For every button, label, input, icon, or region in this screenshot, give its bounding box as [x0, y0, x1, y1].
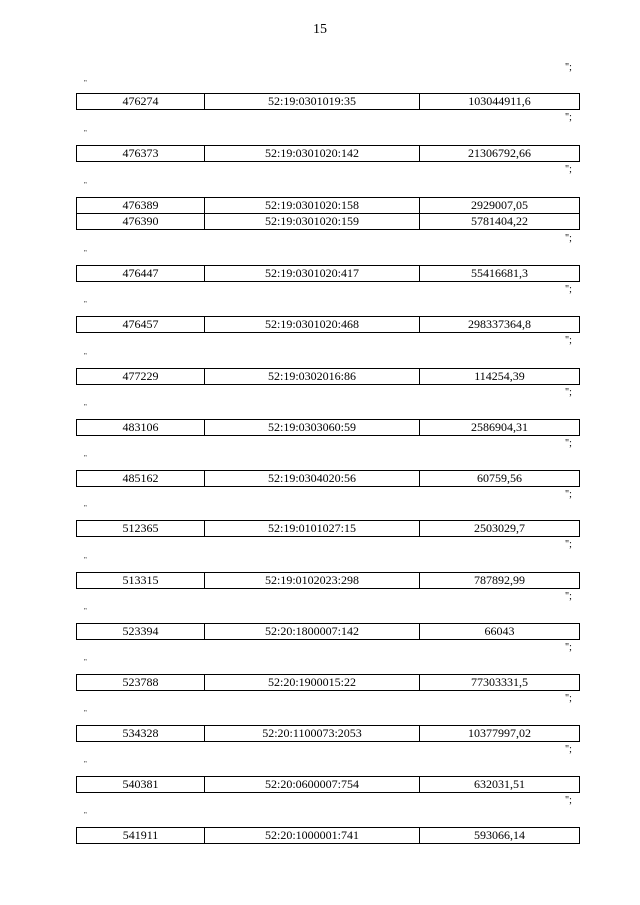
table-row	[77, 726, 580, 742]
row-id-cell: 476457	[77, 317, 205, 333]
cadastral-number-cell: 52:19:0301020:417	[205, 266, 420, 282]
value-cell: 114254,39	[420, 369, 580, 385]
data-table	[76, 197, 580, 230]
opening-quote-mark: "	[84, 181, 87, 189]
data-table	[76, 725, 580, 742]
cadastral-number-cell: 52:19:0301020:159	[205, 214, 420, 230]
opening-quote-mark: "	[84, 811, 87, 819]
value-cell: 77303331,5	[420, 675, 580, 691]
data-table	[76, 623, 580, 640]
cadastral-number-cell: 52:20:1100073:2053	[205, 726, 420, 742]
data-table	[76, 520, 580, 537]
table-row	[77, 521, 580, 537]
table-row	[77, 369, 580, 385]
value-cell: 787892,99	[420, 573, 580, 589]
row-id-cell: 476389	[77, 198, 205, 214]
value-cell: 21306792,66	[420, 146, 580, 162]
table-row	[77, 146, 580, 162]
data-table	[76, 145, 580, 162]
closing-quote-mark: ";	[565, 112, 572, 123]
cadastral-number-cell: 52:19:0302016:86	[205, 369, 420, 385]
page-number: 15	[313, 22, 327, 37]
opening-quote-mark: "	[84, 709, 87, 717]
cadastral-number-cell: 52:20:1000001:741	[205, 828, 420, 844]
table-row	[77, 317, 580, 333]
cadastral-number-cell: 52:20:0600007:754	[205, 777, 420, 793]
opening-quote-mark: "	[84, 403, 87, 411]
opening-quote-mark: "	[84, 352, 87, 360]
opening-quote-mark: "	[84, 658, 87, 666]
closing-quote-mark: ";	[565, 744, 572, 755]
cadastral-number-cell: 52:20:1800007:142	[205, 624, 420, 640]
closing-quote-mark: ";	[565, 164, 572, 175]
row-id-cell: 476390	[77, 214, 205, 230]
value-cell: 103044911,6	[420, 94, 580, 110]
row-id-cell: 523788	[77, 675, 205, 691]
cadastral-number-cell: 52:19:0301019:35	[205, 94, 420, 110]
table-row	[77, 471, 580, 487]
data-table	[76, 419, 580, 436]
cadastral-number-cell: 52:19:0304020:56	[205, 471, 420, 487]
closing-quote-mark: ";	[565, 591, 572, 602]
opening-quote-mark: "	[84, 607, 87, 615]
table-row	[77, 828, 580, 844]
data-table	[76, 368, 580, 385]
cadastral-number-cell: 52:19:0301020:158	[205, 198, 420, 214]
opening-quote-mark: "	[84, 454, 87, 462]
row-id-cell: 512365	[77, 521, 205, 537]
value-cell: 593066,14	[420, 828, 580, 844]
data-table	[76, 674, 580, 691]
closing-quote-mark: ";	[565, 387, 572, 398]
table-row	[77, 624, 580, 640]
row-id-cell: 476447	[77, 266, 205, 282]
closing-quote-mark: ";	[565, 693, 572, 704]
opening-quote-mark: "	[84, 300, 87, 308]
table-row	[77, 214, 580, 230]
row-id-cell: 476373	[77, 146, 205, 162]
value-cell: 10377997,02	[420, 726, 580, 742]
cadastral-number-cell: 52:19:0101027:15	[205, 521, 420, 537]
table-row	[77, 198, 580, 214]
row-id-cell: 485162	[77, 471, 205, 487]
value-cell: 55416681,3	[420, 266, 580, 282]
data-table	[76, 316, 580, 333]
value-cell: 2586904,31	[420, 420, 580, 436]
row-id-cell: 513315	[77, 573, 205, 589]
row-id-cell: 476274	[77, 94, 205, 110]
value-cell: 298337364,8	[420, 317, 580, 333]
value-cell: 632031,51	[420, 777, 580, 793]
opening-quote-mark: "	[84, 79, 87, 87]
table-row	[77, 777, 580, 793]
closing-quote-mark: ";	[565, 62, 572, 73]
cadastral-number-cell: 52:19:0301020:468	[205, 317, 420, 333]
cadastral-number-cell: 52:19:0303060:59	[205, 420, 420, 436]
closing-quote-mark: ";	[565, 642, 572, 653]
opening-quote-mark: "	[84, 129, 87, 137]
value-cell: 60759,56	[420, 471, 580, 487]
closing-quote-mark: ";	[565, 539, 572, 550]
value-cell: 5781404,22	[420, 214, 580, 230]
table-row	[77, 573, 580, 589]
closing-quote-mark: ";	[565, 438, 572, 449]
data-table	[76, 776, 580, 793]
table-row	[77, 675, 580, 691]
row-id-cell: 483106	[77, 420, 205, 436]
closing-quote-mark: ";	[565, 335, 572, 346]
opening-quote-mark: "	[84, 760, 87, 768]
cadastral-number-cell: 52:19:0102023:298	[205, 573, 420, 589]
closing-quote-mark: ";	[565, 233, 572, 244]
row-id-cell: 534328	[77, 726, 205, 742]
row-id-cell: 523394	[77, 624, 205, 640]
value-cell: 2929007,05	[420, 198, 580, 214]
cadastral-number-cell: 52:19:0301020:142	[205, 146, 420, 162]
row-id-cell: 541911	[77, 828, 205, 844]
data-table	[76, 93, 580, 110]
opening-quote-mark: "	[84, 504, 87, 512]
closing-quote-mark: ";	[565, 489, 572, 500]
value-cell: 2503029,7	[420, 521, 580, 537]
opening-quote-mark: "	[84, 556, 87, 564]
row-id-cell: 540381	[77, 777, 205, 793]
cadastral-number-cell: 52:20:1900015:22	[205, 675, 420, 691]
data-table	[76, 470, 580, 487]
data-table	[76, 572, 580, 589]
table-row	[77, 420, 580, 436]
closing-quote-mark: ";	[565, 795, 572, 806]
data-table	[76, 827, 580, 844]
value-cell: 66043	[420, 624, 580, 640]
closing-quote-mark: ";	[565, 284, 572, 295]
table-row	[77, 266, 580, 282]
data-table	[76, 265, 580, 282]
opening-quote-mark: "	[84, 249, 87, 257]
table-row	[77, 94, 580, 110]
row-id-cell: 477229	[77, 369, 205, 385]
